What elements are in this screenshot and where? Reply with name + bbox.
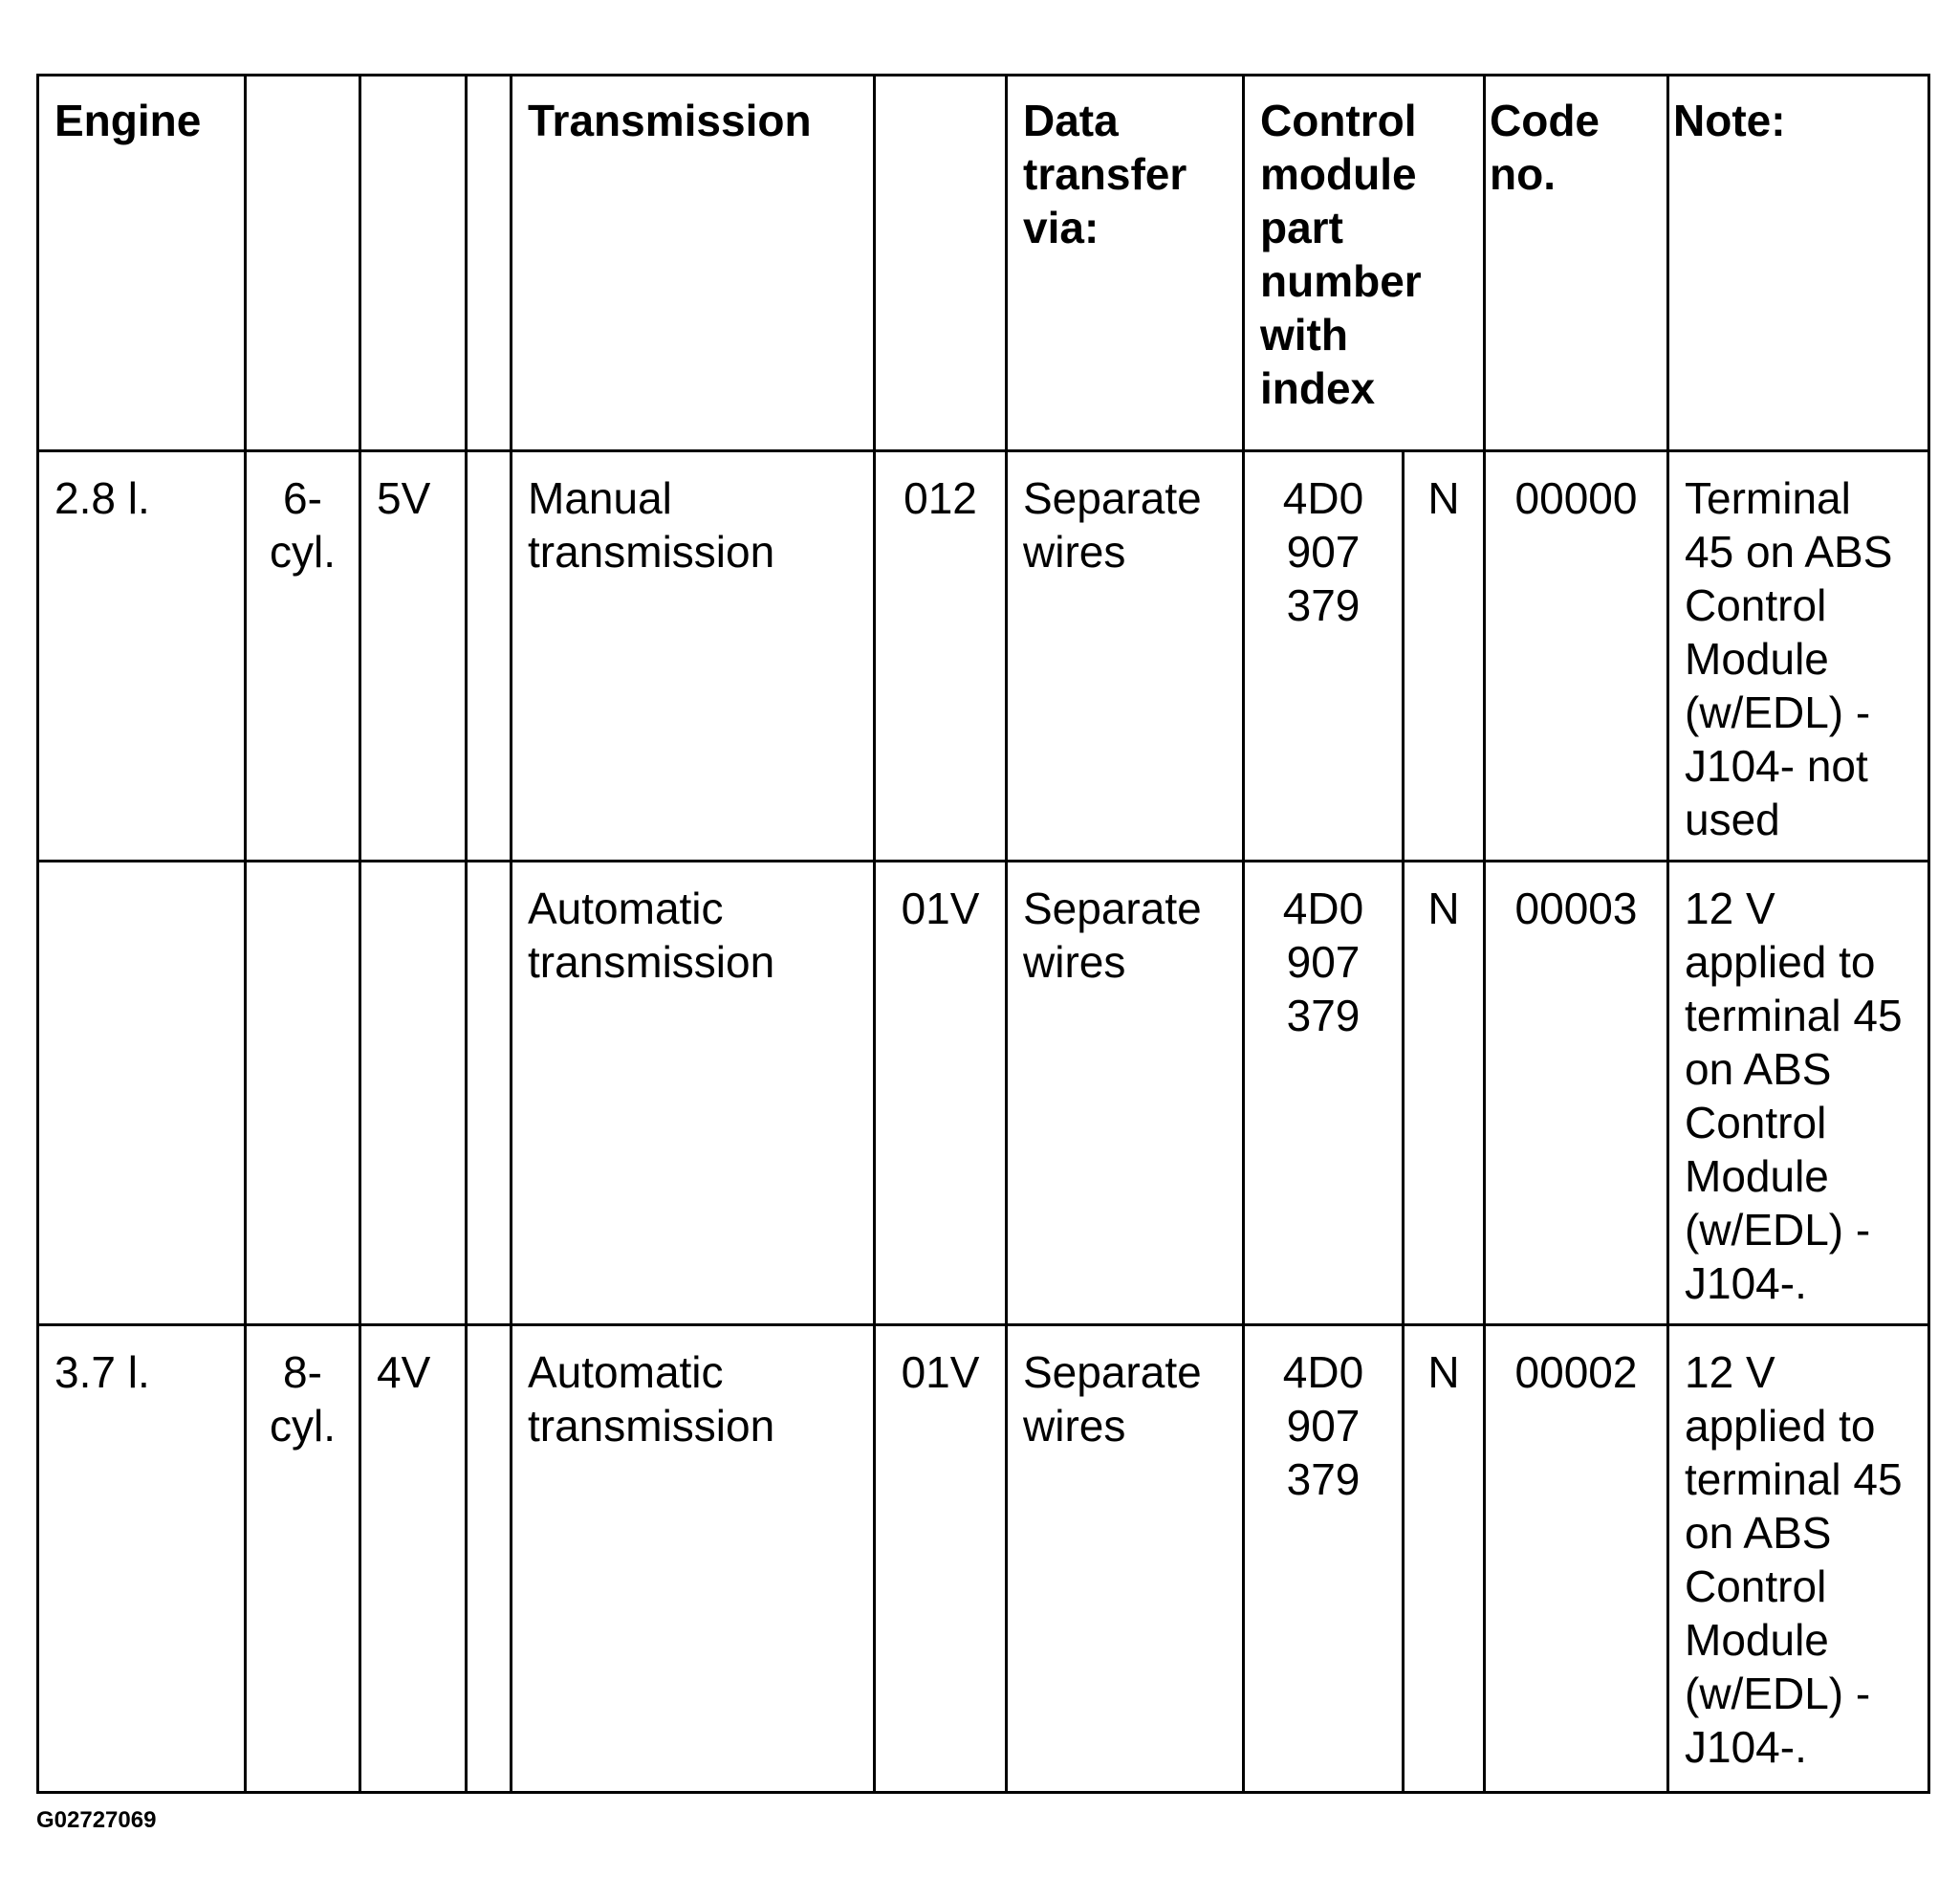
engine-cell: 3.7 l. — [38, 1325, 246, 1793]
note-cell: Terminal 45 on ABS Control Module (w/EDL) - J104- not used — [1668, 451, 1929, 862]
header-code-no: Code no. — [1485, 76, 1668, 451]
cyl-cell: 8- cyl. — [246, 1325, 360, 1793]
part-number-cell: 4D0 907 379 — [1244, 451, 1404, 862]
part-number-cell: 4D0 907 379 — [1244, 1325, 1404, 1793]
header-valves — [360, 76, 467, 451]
data-transfer-cell: Separate wires — [1007, 1325, 1244, 1793]
header-cyl — [246, 76, 360, 451]
code-no-cell: 00000 — [1485, 451, 1668, 862]
table-row — [38, 862, 1929, 1325]
table-row — [38, 1325, 1929, 1793]
valves-cell: 5V — [360, 451, 467, 862]
header-engine: Engine — [38, 76, 246, 451]
trans-code-cell: 01V — [875, 862, 1007, 1325]
transmission-cell: Manual transmission — [512, 451, 875, 862]
index-cell: N — [1404, 451, 1485, 862]
header-note: Note: — [1668, 76, 1929, 451]
valves-cell — [360, 862, 467, 1325]
data-transfer-cell: Separate wires — [1007, 862, 1244, 1325]
header-blank — [467, 76, 512, 451]
valves-cell: 4V — [360, 1325, 467, 1793]
header-trans-code — [875, 76, 1007, 451]
index-cell: N — [1404, 862, 1485, 1325]
cyl-cell: 6- cyl. — [246, 451, 360, 862]
engine-cell: 2.8 l. — [38, 451, 246, 862]
engine-cell — [38, 862, 246, 1325]
transmission-cell: Automatic transmission — [512, 1325, 875, 1793]
cyl-cell — [246, 862, 360, 1325]
part-number-cell: 4D0 907 379 — [1244, 862, 1404, 1325]
code-no-cell: 00002 — [1485, 1325, 1668, 1793]
figure-id: G02727069 — [36, 1807, 157, 1833]
note-cell: 12 V applied to terminal 45 on ABS Control Module (w/EDL) - J104-. — [1668, 1325, 1929, 1793]
data-transfer-cell: Separate wires — [1007, 451, 1244, 862]
note-cell: 12 V applied to terminal 45 on ABS Control Module (w/EDL) - J104-. — [1668, 862, 1929, 1325]
header-data-transfer: Data transfer via: — [1007, 76, 1244, 451]
transmission-cell: Automatic transmission — [512, 862, 875, 1325]
coding-table — [36, 74, 1930, 1794]
header-row — [38, 76, 1929, 451]
index-cell: N — [1404, 1325, 1485, 1793]
blank-cell — [467, 451, 512, 862]
trans-code-cell: 012 — [875, 451, 1007, 862]
header-control-module: Control module part number with index — [1244, 76, 1485, 451]
code-no-cell: 00003 — [1485, 862, 1668, 1325]
table-row — [38, 451, 1929, 862]
header-transmission: Transmission — [512, 76, 875, 451]
trans-code-cell: 01V — [875, 1325, 1007, 1793]
blank-cell — [467, 1325, 512, 1793]
blank-cell — [467, 862, 512, 1325]
